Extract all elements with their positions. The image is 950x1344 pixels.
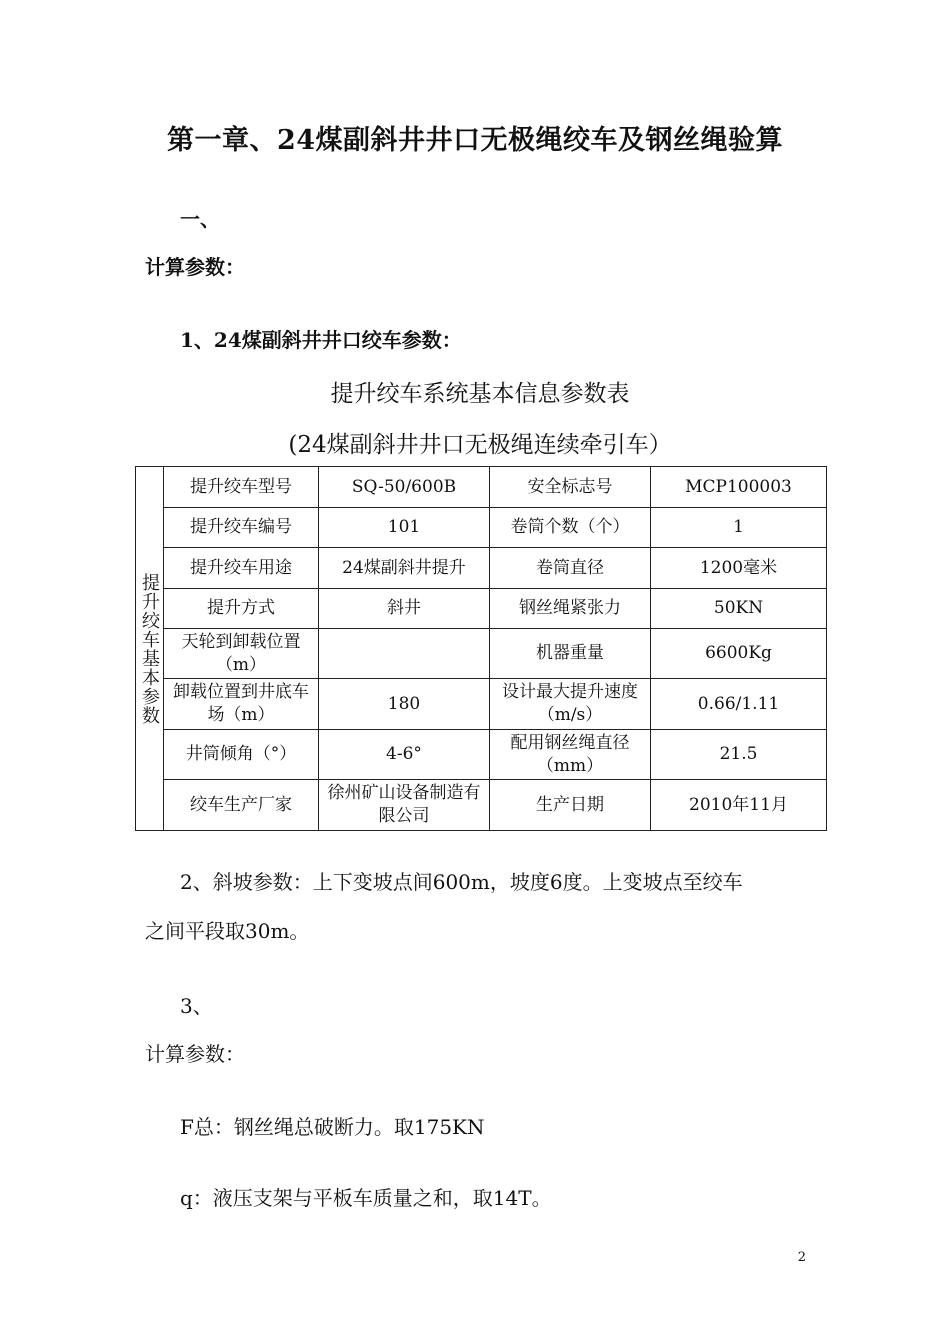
param-name: 提升方式 (164, 589, 319, 629)
param-f-text: F总：钢丝绳总破断力。取175KN (180, 1115, 485, 1139)
table-row (136, 508, 827, 548)
param-value: 1 (651, 508, 827, 548)
param-value: 180 (319, 679, 490, 730)
chapter-title: 第一章、24煤副斜井井口无极绳绞车及钢丝绳验算 (166, 125, 784, 156)
table-subtitle: (24煤副斜井井口无极绳连续牵引车） (288, 432, 672, 458)
table-row (136, 467, 827, 508)
side-label: 提升绞车基本参数 (136, 467, 164, 831)
param-value: 101 (319, 508, 490, 548)
item-2-line-2: 之间平段取30m。 (145, 919, 310, 943)
param-name: 井筒倾角（°） (164, 730, 319, 780)
table-row (136, 629, 827, 679)
parameter-table (135, 466, 827, 831)
param-value: 斜井 (319, 589, 490, 629)
param-value: MCP100003 (651, 467, 827, 508)
param-name: 卷筒个数（个） (490, 508, 651, 548)
param-name: 机器重量 (490, 629, 651, 679)
section-heading: 计算参数： (145, 255, 245, 279)
param-value: SQ-50/600B (319, 467, 490, 508)
table-title: 提升绞车系统基本信息参数表 (330, 381, 630, 407)
param-name: 提升绞车用途 (164, 548, 319, 589)
param-value: 1200毫米 (651, 548, 827, 589)
param-value: 2010年11月 (651, 780, 827, 831)
table-row (136, 780, 827, 831)
param-name: 提升绞车型号 (164, 467, 319, 508)
param-q-text: q：液压支架与平板车质量之和，取14T。 (180, 1186, 552, 1210)
param-name: 天轮到卸载位置（m） (164, 629, 319, 679)
table-row (136, 548, 827, 589)
param-value: 21.5 (651, 730, 827, 780)
param-name: 提升绞车编号 (164, 508, 319, 548)
section-number: 一、 (180, 207, 220, 231)
param-name: 绞车生产厂家 (164, 780, 319, 831)
item-1-heading: 1、24煤副斜井井口绞车参数： (180, 328, 462, 352)
param-name: 卸载位置到井底车场（m） (164, 679, 319, 730)
param-value: 6600Kg (651, 629, 827, 679)
item-3-number: 3、 (180, 994, 213, 1018)
param-name: 设计最大提升速度（m/s） (490, 679, 651, 730)
param-value: 50KN (651, 589, 827, 629)
item-3-heading: 计算参数： (145, 1042, 245, 1066)
param-value: 0.66/1.11 (651, 679, 827, 730)
table-row (136, 679, 827, 730)
param-name: 钢丝绳紧张力 (490, 589, 651, 629)
item-2-line-1: 2、斜坡参数：上下变坡点间600m，坡度6度。上变坡点至绞车 (180, 870, 743, 894)
param-name: 安全标志号 (490, 467, 651, 508)
param-value (319, 629, 490, 679)
param-value: 24煤副斜井提升 (319, 548, 490, 589)
param-name: 生产日期 (490, 780, 651, 831)
page-number: 2 (797, 1250, 806, 1265)
param-value: 徐州矿山设备制造有限公司 (319, 780, 490, 831)
param-name: 配用钢丝绳直径（mm） (490, 730, 651, 780)
table-row (136, 589, 827, 629)
param-name: 卷筒直径 (490, 548, 651, 589)
table-row (136, 730, 827, 780)
param-value: 4-6° (319, 730, 490, 780)
